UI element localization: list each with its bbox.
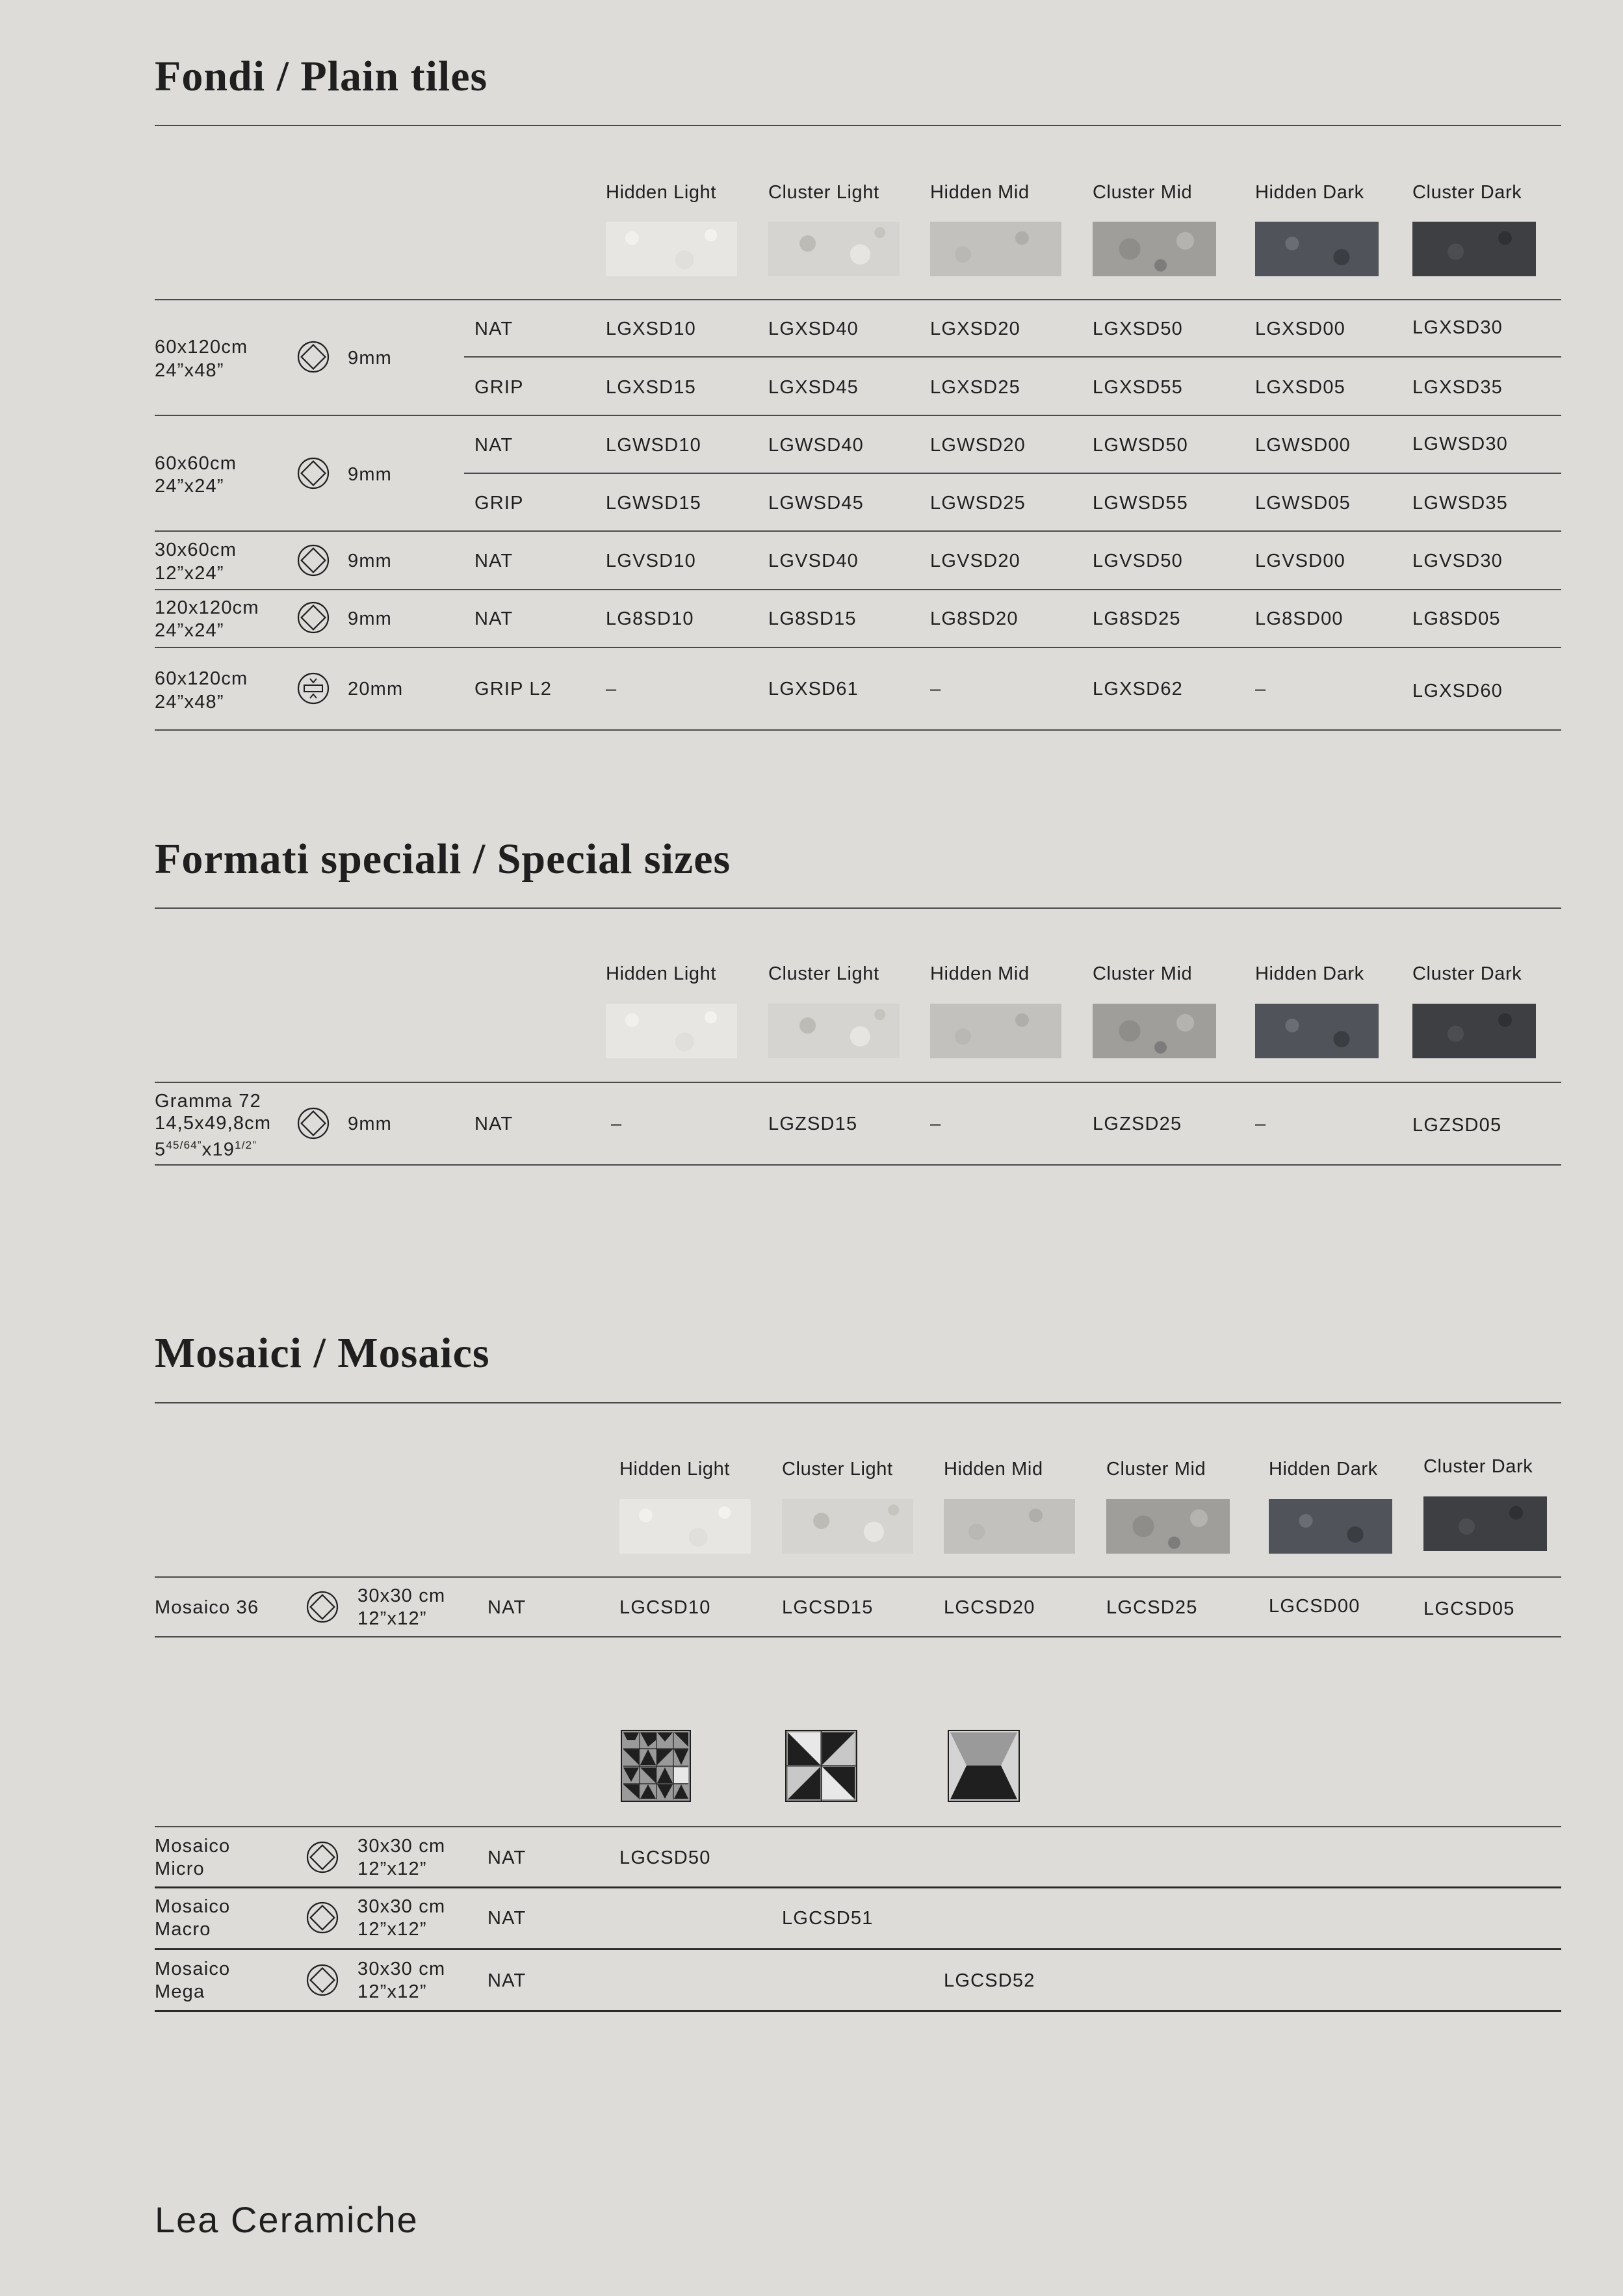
column-header: Hidden Dark [1255,182,1364,203]
divider [155,125,1561,126]
product-code: – [1255,1114,1267,1134]
swatch-hidden-mid [944,1499,1075,1554]
product-name: Micro [155,1859,205,1879]
swatch-cluster-light [768,222,900,276]
product-name: Mosaico [155,1836,231,1857]
size-label: 120x120cm [155,597,259,618]
finish-label: GRIP [474,377,524,398]
swatch-cluster-light [768,1004,900,1058]
size-label: 30x60cm [155,540,237,560]
divider [155,729,1561,731]
rectified-tile-icon [297,601,330,634]
swatch-hidden-mid [930,222,1061,276]
size-inch-label: 12”x24” [155,563,224,584]
finish-label: NAT [474,435,513,456]
product-code: LGZSD05 [1412,1115,1502,1136]
mosaico-macro-pattern-icon [785,1730,857,1802]
swatch-hidden-light [619,1499,751,1554]
size-inch-label: 24”x48” [155,360,224,381]
product-name: Mosaico [155,1896,231,1917]
product-code: LGWSD50 [1093,435,1188,456]
size-inch-label: 12”x12” [357,1981,427,2002]
column-header: Cluster Dark [1412,963,1522,984]
product-code: LGVSD30 [1412,551,1503,571]
product-code: LGWSD00 [1255,435,1351,456]
thickness-label: 9mm [348,551,393,571]
product-code: LGWSD25 [930,493,1026,514]
mosaico-micro-pattern-icon [621,1730,691,1802]
divider [155,1082,1561,1083]
finish-label: NAT [474,608,513,629]
divider [155,1636,1561,1637]
thickness-label: 20mm [348,679,404,699]
product-code: LGCSD10 [619,1597,711,1618]
swatch-cluster-dark [1412,1004,1536,1058]
divider [464,356,1561,358]
finish-label: NAT [487,1847,526,1868]
thickness-label: 9mm [348,1114,393,1134]
product-code: LGCSD20 [944,1597,1035,1618]
rectified-tile-icon [297,544,330,577]
product-code: LGXSD30 [1412,317,1503,338]
divider [155,415,1561,416]
swatch-hidden-mid [930,1004,1061,1058]
product-code: LGXSD55 [1093,377,1183,398]
product-code: LGWSD45 [768,493,864,514]
product-code: LGXSD60 [1412,681,1503,701]
product-code: LGVSD00 [1255,551,1345,571]
product-code: LGCSD05 [1423,1598,1515,1619]
rectified-tile-icon [306,1841,339,1873]
swatch-hidden-light [606,1004,737,1058]
section-title-mosaics: Mosaici / Mosaics [155,1329,490,1377]
column-header: Cluster Dark [1423,1456,1533,1477]
size-label: 30x30 cm [357,1959,446,1979]
divider [155,1164,1561,1166]
rectified-tile-icon [306,1591,339,1623]
swatch-hidden-light [606,222,737,276]
product-code: LGWSD15 [606,493,701,514]
size-label: 60x120cm [155,337,248,358]
product-code: LGXSD62 [1093,679,1183,699]
swatch-hidden-dark [1255,222,1379,276]
product-code: LGXSD15 [606,377,696,398]
column-header: Hidden Mid [930,963,1030,984]
product-code: LGXSD00 [1255,319,1345,339]
finish-label: NAT [474,551,513,571]
divider [155,589,1561,590]
section-title-special-sizes: Formati speciali / Special sizes [155,835,731,883]
product-code: LGWSD05 [1255,493,1351,514]
product-code: LGWSD10 [606,435,701,456]
product-code: – [930,1114,942,1134]
swatch-cluster-dark [1423,1496,1547,1551]
column-header: Cluster Mid [1106,1459,1206,1480]
swatch-cluster-mid [1106,1499,1230,1554]
divider [464,473,1561,474]
thickness-label: 9mm [348,464,393,485]
product-code: LGVSD50 [1093,551,1183,571]
swatch-cluster-mid [1093,222,1216,276]
finish-label: NAT [487,1908,526,1929]
product-code: LGCSD25 [1106,1597,1198,1618]
column-header: Cluster Mid [1093,963,1193,984]
product-code: LG8SD05 [1412,608,1501,629]
column-header: Hidden Dark [1269,1459,1378,1480]
column-header: Hidden Light [606,963,717,984]
size-inch-label: 24”x24” [155,476,224,497]
product-code: LGWSD55 [1093,493,1188,514]
product-code: LG8SD00 [1255,608,1344,629]
product-code: LGWSD40 [768,435,864,456]
rectified-tile-icon [306,1901,339,1934]
finish-label: NAT [487,1597,526,1618]
product-code: LGCSD51 [782,1908,874,1929]
product-code: LG8SD20 [930,608,1019,629]
product-code: LGXSD20 [930,319,1020,339]
size-inch-label: 12”x12” [357,1608,427,1629]
mosaico-mega-pattern-icon [948,1730,1020,1802]
product-code: LGXSD50 [1093,319,1183,339]
finish-label: NAT [474,1114,513,1134]
product-name: Macro [155,1919,211,1940]
divider [155,1826,1561,1827]
column-header: Cluster Light [782,1459,893,1480]
size-inch-label: 12”x12” [357,1859,427,1879]
product-code: LGZSD15 [768,1114,858,1134]
finish-label: NAT [474,319,513,339]
size-label: 30x30 cm [357,1896,446,1917]
product-code: LGXSD10 [606,319,696,339]
rectified-tile-icon [297,457,330,489]
rectified-tile-icon [297,341,330,373]
product-name: Mosaico [155,1959,231,1979]
product-code: LGXSD40 [768,319,859,339]
product-code: – [1255,679,1267,699]
product-code: LGCSD15 [782,1597,874,1618]
finish-label: GRIP L2 [474,679,552,699]
column-header: Hidden Mid [930,182,1030,203]
finish-label: NAT [487,1970,526,1991]
size-inch-label: 24”x24” [155,620,224,641]
swatch-cluster-dark [1412,222,1536,276]
product-code: LGXSD35 [1412,377,1503,398]
product-code: LGWSD20 [930,435,1026,456]
product-code: LGXSD25 [930,377,1020,398]
divider [155,907,1561,909]
size-label: 60x120cm [155,668,248,689]
product-code: LGVSD20 [930,551,1020,571]
product-code: LGXSD61 [768,679,859,699]
size-label: 14,5x49,8cm [155,1113,272,1134]
product-code: LG8SD15 [768,608,857,629]
product-code: LGCSD52 [944,1970,1035,1991]
product-name: Mosaico 36 [155,1597,259,1618]
product-code: LG8SD25 [1093,608,1181,629]
swatch-hidden-dark [1269,1499,1392,1554]
product-code: LGXSD05 [1255,377,1345,398]
divider [155,647,1561,648]
thickness-label: 9mm [348,348,393,369]
divider [155,1886,1561,1888]
divider [155,1948,1561,1950]
divider [155,1402,1561,1403]
column-header: Hidden Dark [1255,963,1364,984]
product-code: – [606,679,617,699]
swatch-hidden-dark [1255,1004,1379,1058]
column-header: Hidden Light [619,1459,731,1480]
swatch-cluster-mid [1093,1004,1216,1058]
product-code: LGVSD40 [768,551,859,571]
section-title-plain-tiles: Fondi / Plain tiles [155,53,488,100]
product-name: Mega [155,1981,205,2002]
size-inch-label: 24”x48” [155,692,224,712]
thickness-label: 9mm [348,608,393,629]
product-code: LGCSD00 [1269,1596,1360,1617]
divider [155,1576,1561,1578]
finish-label: GRIP [474,493,524,514]
column-header: Cluster Light [768,182,879,203]
column-header: Cluster Mid [1093,182,1193,203]
divider [155,530,1561,532]
product-code: LGWSD35 [1412,493,1508,514]
product-code: LGWSD30 [1412,434,1508,454]
product-code: – [611,1114,623,1134]
column-header: Hidden Mid [944,1459,1043,1480]
size-inch-label: 12”x12” [357,1919,427,1940]
product-code: – [930,679,942,699]
size-label: 30x30 cm [357,1836,446,1857]
rectified-tile-icon [297,1107,330,1140]
size-label: 30x30 cm [357,1585,446,1606]
divider [155,2010,1561,2012]
outdoor-tile-icon [297,672,330,705]
column-header: Hidden Light [606,182,717,203]
size-inch-label: $5^{45/64”}x19^{1/2”}$ [155,1139,257,1160]
divider [155,299,1561,300]
product-code: LG8SD10 [606,608,694,629]
product-code: LGZSD25 [1093,1114,1182,1134]
rectified-tile-icon [306,1964,339,1996]
brand-logo-text: Lea Ceramiche [155,2199,419,2240]
size-label: 60x60cm [155,453,237,474]
column-header: Cluster Light [768,963,879,984]
product-code: LGXSD45 [768,377,859,398]
product-code: LGVSD10 [606,551,696,571]
product-name: Gramma 72 [155,1091,261,1112]
swatch-cluster-light [782,1499,913,1554]
product-code: LGCSD50 [619,1847,711,1868]
column-header: Cluster Dark [1412,182,1522,203]
